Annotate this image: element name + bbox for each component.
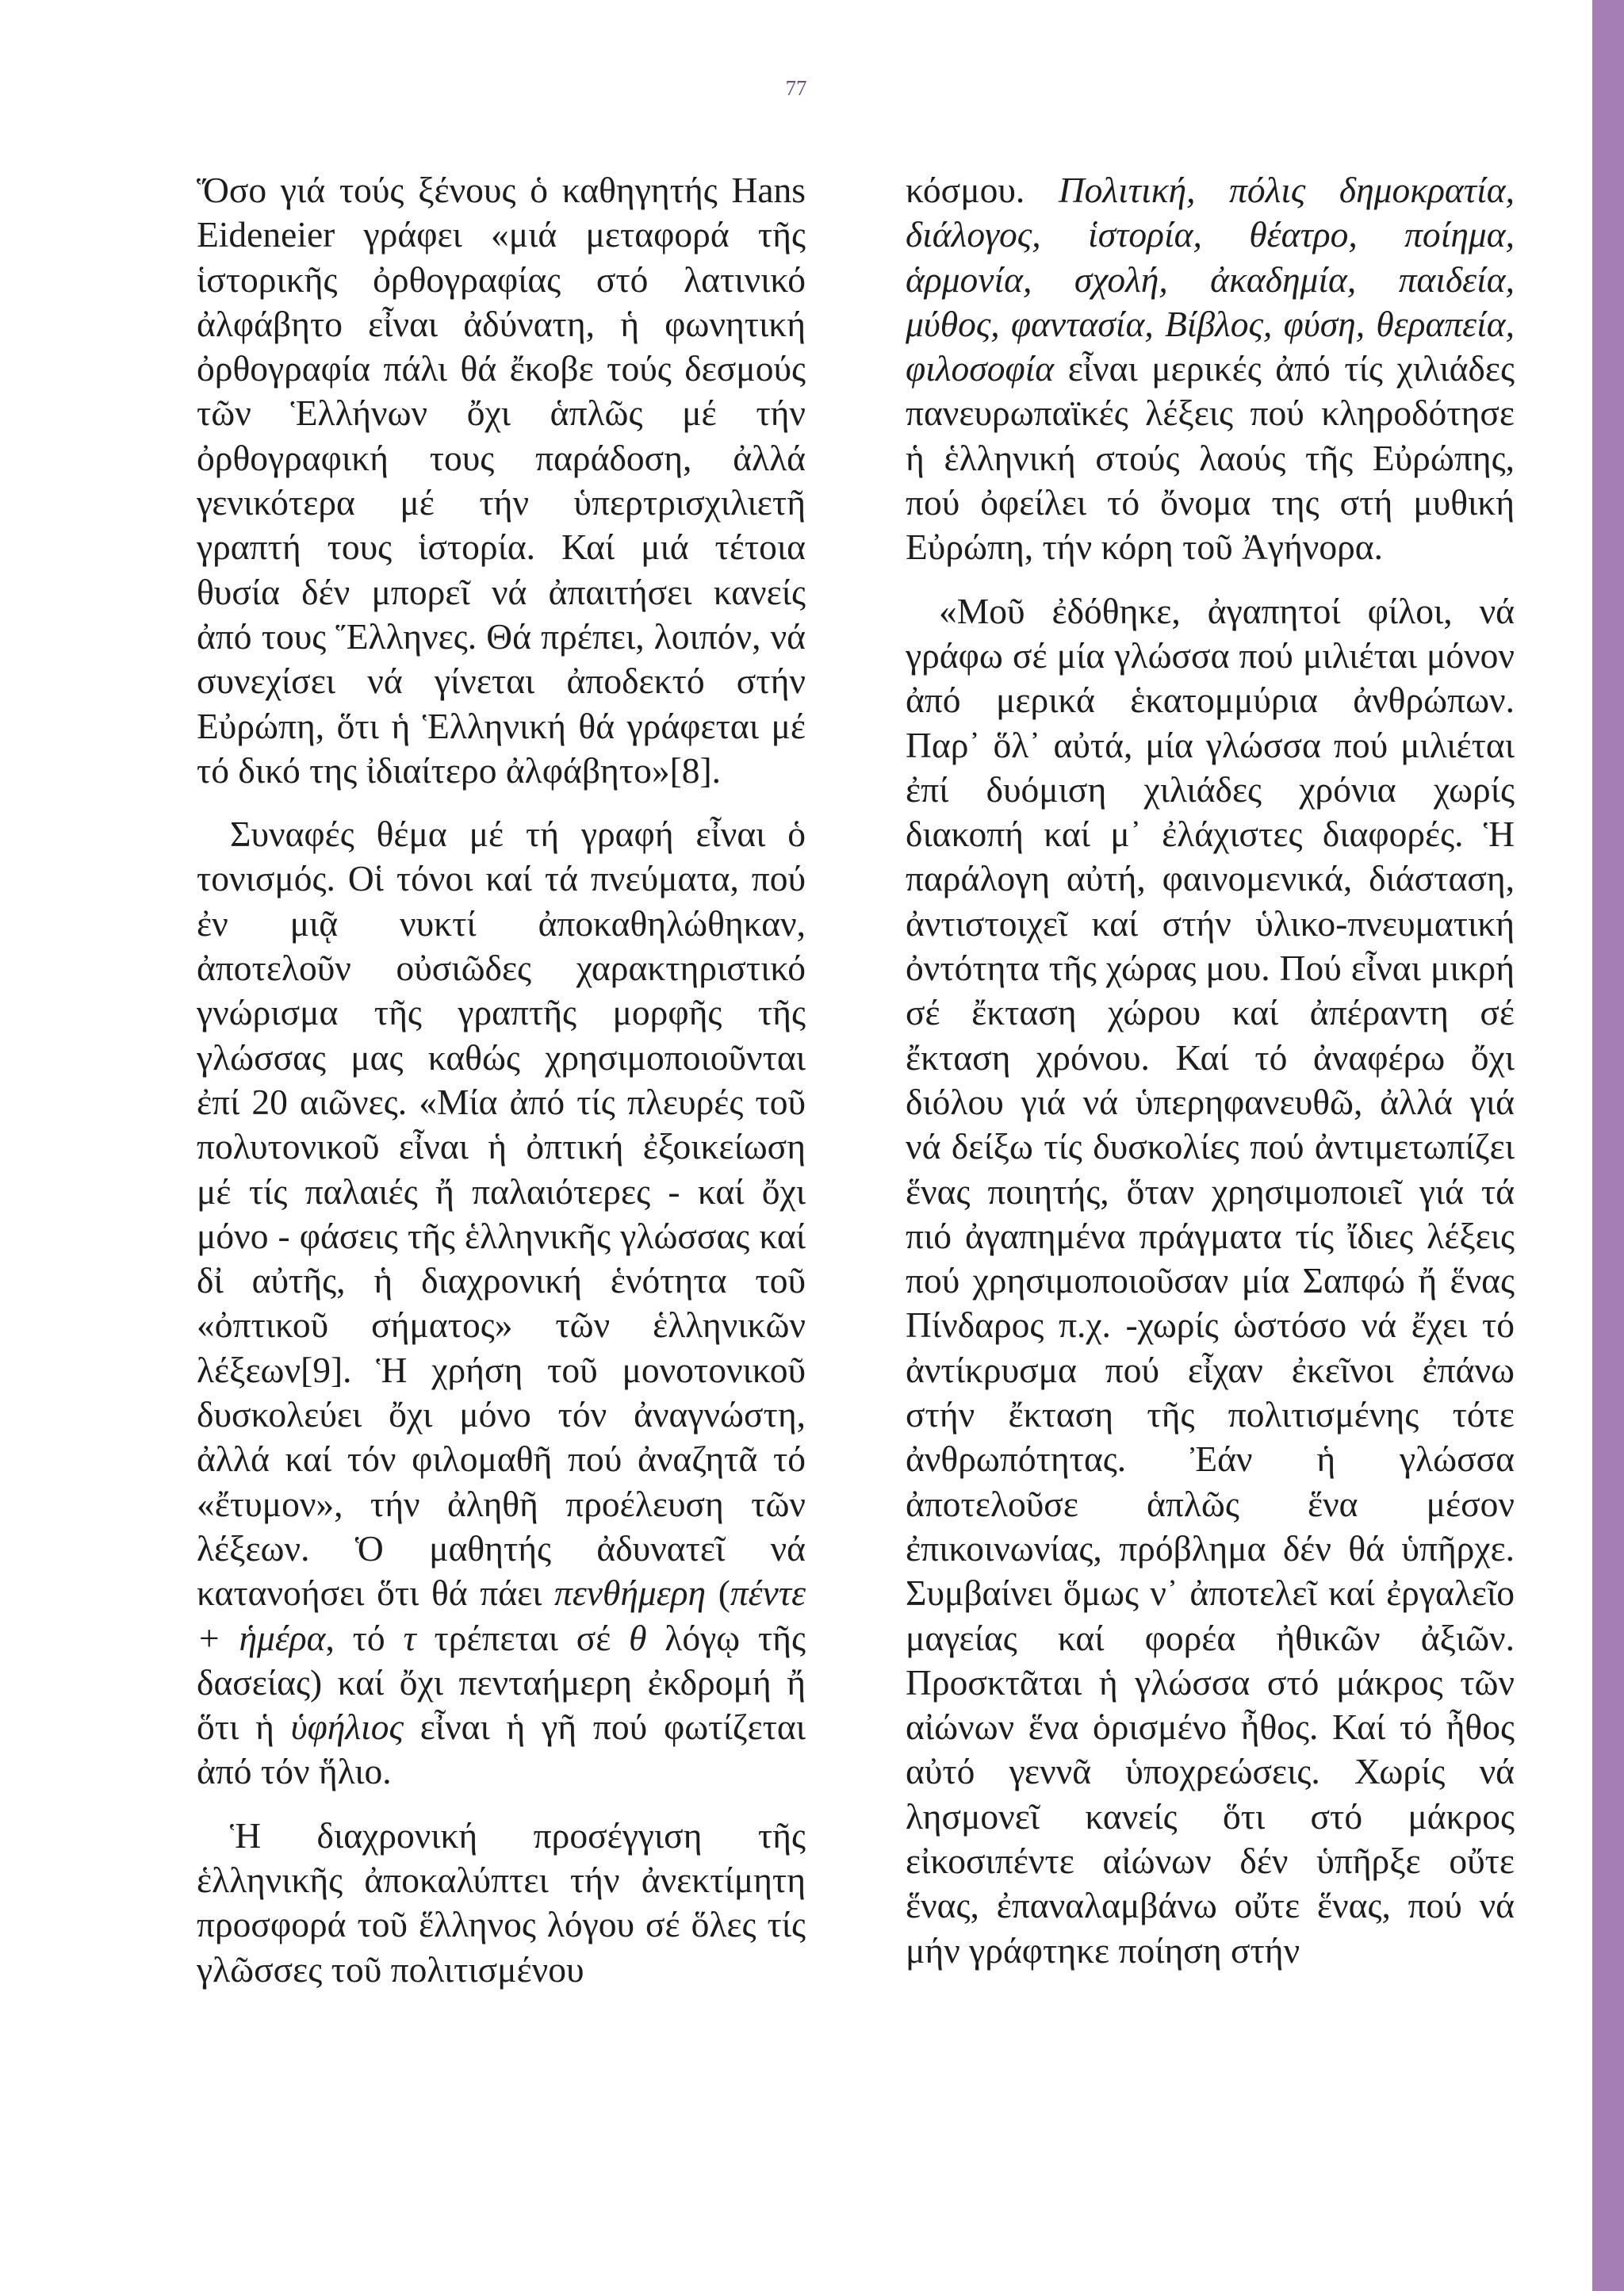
left-paragraph-3: Ἡ διαχρονική προσέγγιση τῆς ἑλληνικῆς ἀποκαλύπτει τήν ἀνεκτίμητη προσφορά τοῦ ἕλληνος λόγου σέ ὅλες τίς γλῶσσες τοῦ πολιτισμένου: [197, 1814, 806, 1990]
left-column: [197, 168, 806, 2011]
page-number: 77: [785, 76, 807, 100]
right-paragraph-2: «Μοῦ ἐδόθηκε, ἀγαπητοί φίλοι, νά γράφω σέ μία γλώσσα πού μιλιέται μόνον ἀπό μερικά ἑκατομμύρια ἀνθρώπων. Παρ᾽ ὅλ᾽ αὐτά, μία γλώσσα πού μιλιέται ἐπί δυόμιση χιλιάδες χρόνια χωρίς διακοπή καί μ᾽ ἐλάχιστες διαφορές. Ἡ παράλογη αὐτή, φαινομενικά, διάσταση, ἀντιστοιχεῖ καί στήν ὑλικο-πνευματική ὀντότητα τῆς χώρας μου. Πού εἶναι μικρή σέ ἔκταση χώρου καί ἀπέραντη σέ ἔκταση χρόνου. Καί τό ἀναφέρω ὄχι διόλου γιά νά ὑπερηφανευθῶ, ἀλλά γιά νά δείξω τίς δυσκολίες πού ἀντιμετωπίζει ἕνας ποιητής, ὅταν χρησιμοποιεῖ γιά τά πιό ἀγαπημένα πράγματα τίς ἴδιες λέξεις πού χρησιμοποιοῦσαν μία Σαπφώ ἤ ἕνας Πίνδαρος π.χ. -χωρίς ὡστόσο νά ἔχει τό ἀντίκρυσμα πού εἶχαν ἐκεῖνοι ἐπάνω στήν ἔκταση τῆς πολιτισμένης τότε ἀνθρωπότητας. Ἐάν ἡ γλώσσα ἀποτελοῦσε ἁπλῶς ἕνα μέσον ἐπικοινωνίας, πρόβλημα δέν θά ὑπῆρχε. Συμβαίνει ὅμως ν᾽ ἀποτελεῖ καί ἐργαλεῖο μαγείας καί φορέα ἠθικῶν ἀξιῶν. Προσκτᾶται ἡ γλώσσα στό μάκρος τῶν αἰώνων ἕνα ὁρισμένο ἦθος. Καί τό ἦθος αὐτό γεννᾶ ὑποχρεώσεις. Χωρίς νά λησμονεῖ κανείς ὅτι στό μάκρος εἰκοσιπέντε αἰώνων δέν ὑπῆρξε οὔτε ἕνας, ἐπαναλαμβάνω οὔτε ἕνας, πού νά μήν γράφτηκε ποίηση στήν: [906, 590, 1515, 1971]
left-paragraph-2-mid-1: (: [718, 1573, 730, 1614]
side-color-bar: [1592, 0, 1624, 2291]
left-paragraph-2-italic-2: πέντε + ἡμέρα: [197, 1573, 806, 1658]
right-column: [906, 168, 1515, 1992]
right-paragraph-1: [906, 168, 1515, 570]
left-paragraph-2-italic-5: ὑφήλιος: [290, 1707, 404, 1748]
left-paragraph-2: [197, 812, 806, 1795]
left-paragraph-2-italic-1: πενθήμερη: [554, 1573, 707, 1614]
left-paragraph-1: Ὅσο γιά τούς ξένους ὁ καθηγητής Hans Eideneier γράφει «μιά μεταφορά τῆς ἱστορικῆς ὀρθογραφίας στό λατινικό ἀλφάβητο εἶναι ἀδύνατη, ἡ φωνητική ὀρθογραφία πάλι θά ἔκοβε τούς δεσμούς τῶν Ἑλλήνων ὄχι ἁπλῶς μέ τήν ὀρθογραφική τους παράδοση, ἀλλά γενικότερα μέ τήν ὑπερτρισχιλιετῆ γραπτή τους ἱστορία. Καί μιά τέτοια θυσία δέν μπορεῖ νά ἀπαιτήσει κανείς ἀπό τους Ἕλληνες. Θά πρέπει, λοιπόν, νά συνεχίσει νά γίνεται ἀποδεκτό στήν Εὐρώπη, ὅτι ἡ Ἑλληνική θά γράφεται μέ τό δικό της ἰδιαίτερο ἀλφάβητο»[8].: [197, 170, 806, 791]
left-paragraph-2-text: Συναφές θέμα μέ τή γραφή εἶναι ὁ τονισμός. Οἱ τόνοι καί τά πνεύματα, πού ἐν μιᾷ νυκτί ἀποκαθηλώθηκαν, ἀποτελοῦν οὐσιῶδες χαρακτηριστικό γνώρισμα τῆς γραπτῆς μορφῆς τῆς γλώσσας μας καθώς χρησιμοποιοῦνται ἐπί 20 αιῶνες. «Μία ἀπό τίς πλευρές τοῦ πολυτονικοῦ εἶναι ἡ ὀπτική ἐξοικείωση μέ τίς παλαιές ἤ παλαιότερες - καί ὄχι μόνο - φάσεις τῆς ἑλληνικῆς γλώσσας καί δἰ αὐτῆς, ἡ διαχρονική ἑνότητα τοῦ «ὀπτικοῦ σήματος» τῶν ἑλληνικῶν λέξεων[9]. Ἡ χρήση τοῦ μονοτονικοῦ δυσκολεύει ὄχι μόνο τόν ἀναγνώστη, ἀλλά καί τόν φιλομαθῆ πού ἀναζητᾶ τό «ἔτυμον», τήν ἀληθῆ προέλευση τῶν λέξεων. Ὁ μαθητής ἀδυνατεῖ νά κατανοήσει ὅτι θά πάει: [197, 814, 806, 1614]
right-paragraph-1-end: εἶναι μερικές ἀπό τίς χιλιάδες πανευρωπαϊκές λέξεις πού κληροδότησε ἡ ἑλληνική στούς λαούς τῆς Εὐρώπης, πού ὀφείλει τό ὄνομα της στή μυθική Εὐρώπη, τήν κόρη τοῦ Ἀγήνορα.: [906, 348, 1515, 568]
left-paragraph-2-italic-4: θ: [629, 1617, 647, 1658]
right-paragraph-1-italic: Πολιτική, πόλις δημοκρατία, διάλογος, ἱστορία, θέατρο, ποίημα, ἁρμονία, σχολή, ἀκαδημία, παιδεία, μύθος, φαντασία, Βίβλος, φύση, θεραπεία, φιλοσοφία: [906, 170, 1515, 389]
left-paragraph-2-italic-3: τ: [403, 1617, 416, 1658]
left-paragraph-2-end: εἶναι ἡ γῆ πού φωτίζεται ἀπό τόν ἥλιο.: [197, 1707, 806, 1792]
left-paragraph-2-mid-2: , τό: [325, 1617, 385, 1658]
left-paragraph-2-mid-3: τρέπεται σέ: [434, 1617, 611, 1658]
right-paragraph-1-start: κόσμου.: [906, 170, 1025, 210]
left-paragraph-2-mid-4: λόγῳ τῆς δασείας) καί ὄχι πενταήμερη ἐκδρομή ἤ ὅτι ἡ: [197, 1617, 806, 1748]
